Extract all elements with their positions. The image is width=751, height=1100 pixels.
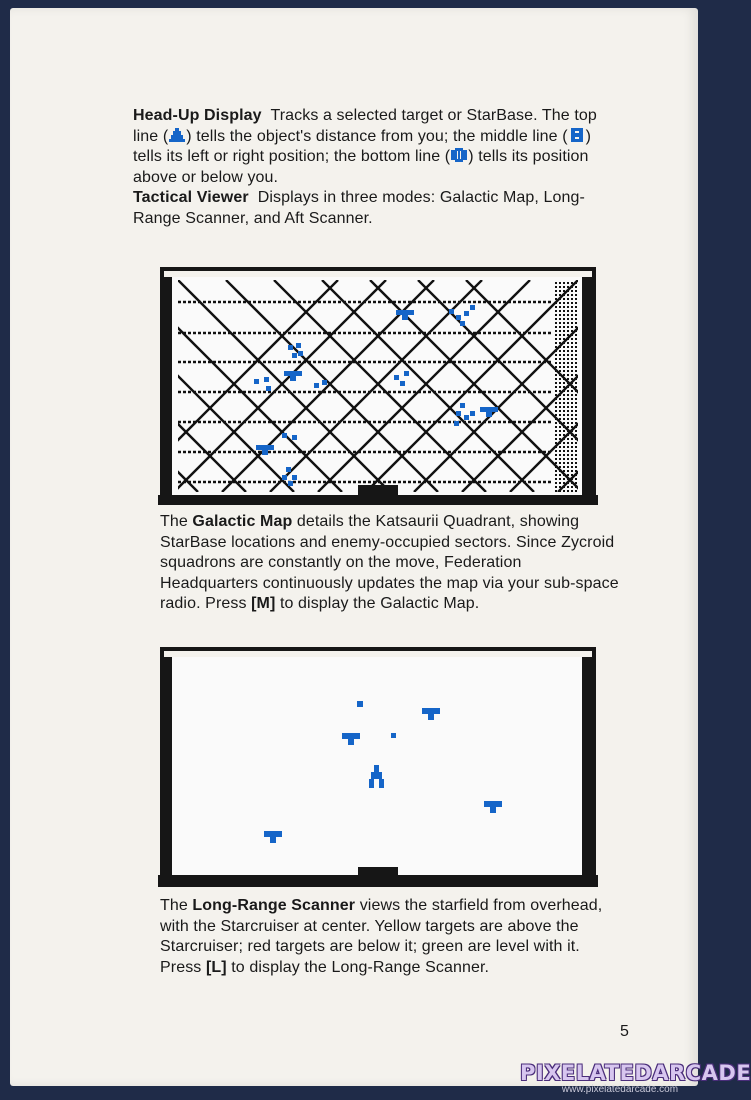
edge-dither [553, 280, 578, 492]
longrange-term: Long-Range Scanner [192, 897, 356, 914]
watermark-logo: PIXELATEDARCADE [520, 1061, 751, 1085]
galactic-text-1: details the Katsaurii Quadrant, showing StarBase locations and enemy-occupied sectors. Since Zycroid squadrons are constantly on the move, Federation Headquarters continuously updates the map via your sub-space radio. Press [160, 513, 619, 612]
galactic-text-2: to display the Galactic Map. [279, 595, 480, 612]
galactic-caption [160, 512, 620, 615]
watermark-url: www.pixelatedarcade.com [561, 1084, 679, 1095]
hud-paragraph [133, 106, 613, 188]
longrange-lead: The [160, 897, 188, 914]
hud-text-3: ) tells its left or right position; the bottom line ( [133, 127, 592, 165]
longrange-text-1: views the starfield from overhead, with the Starcruiser at center. Yellow targets are above the Starcruiser; red targets are below it; green are level with it. Press [160, 897, 603, 976]
galactic-lead: The [160, 513, 188, 530]
tactical-text: Displays in three modes: Galactic Map, Long-Range Scanner, and Aft Scanner. [133, 189, 585, 227]
hud-text-1: Tracks a selected target or StarBase. The top line ( [133, 107, 597, 145]
galactic-term: Galactic Map [192, 513, 293, 530]
galactic-map-screenshot [158, 265, 598, 505]
frame-tab [358, 867, 398, 877]
horizontal-position-icon [568, 127, 586, 143]
long-range-scanner-screenshot [158, 645, 598, 887]
watermark [520, 1061, 751, 1096]
longrange-text-2: to display the Long-Range Scanner. [231, 958, 490, 976]
frame-tab [358, 485, 398, 497]
tactical-term: Tactical Viewer [133, 189, 249, 206]
hud-text-2: ) tells the object's distance from you; the middle line ( [186, 127, 568, 145]
page-number: 5 [620, 1023, 629, 1040]
scanner-star [357, 701, 363, 707]
distance-icon [168, 127, 186, 143]
tactical-paragraph [133, 188, 613, 229]
galactic-key: [M] [251, 595, 276, 612]
longrange-key: [L] [205, 958, 227, 976]
vertical-position-icon [450, 147, 468, 163]
hud-term: Head-Up Display [133, 107, 262, 124]
hud-text-4: ) tells its position above or below you. [133, 148, 589, 186]
longrange-caption [160, 896, 620, 978]
scanner-star [391, 733, 396, 738]
